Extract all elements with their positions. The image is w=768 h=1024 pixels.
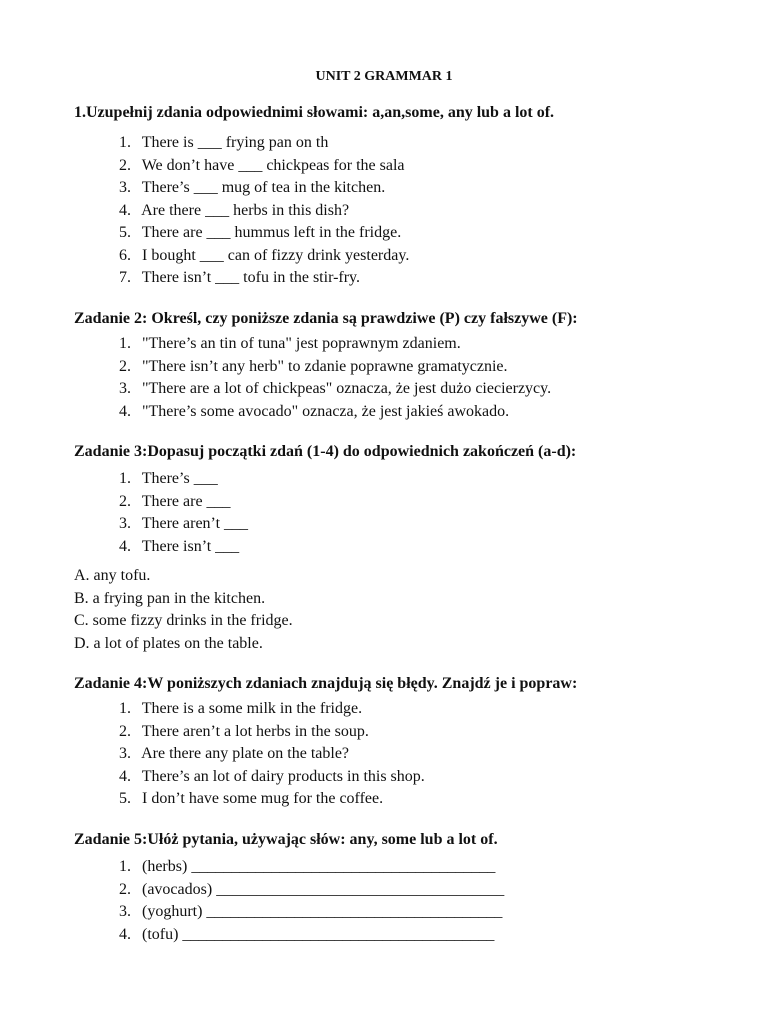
ending-item: B. a frying pan in the kitchen. (74, 589, 266, 607)
page-title: UNIT 2 GRAMMAR 1 (315, 69, 453, 84)
item-number: 2. (119, 722, 131, 740)
item-text: There isn’t ___ tofu in the stir-fry. (141, 269, 361, 286)
list-item (119, 879, 734, 902)
item-text: There are ___ hummus left in the fridge. (141, 224, 402, 241)
exercise-4-list (74, 698, 734, 811)
list-item (119, 743, 734, 766)
item-number: 3. (119, 179, 131, 196)
item-number: 1. (119, 470, 131, 487)
list-item (119, 401, 734, 424)
exercise-1-list (74, 132, 734, 290)
list-item (119, 536, 734, 559)
exercise-2-list (74, 333, 734, 423)
item-text: (tofu) _______________________________________ (142, 925, 495, 943)
list-item (119, 356, 734, 379)
item-number: 3. (119, 745, 131, 762)
item-number: 2. (119, 492, 131, 510)
ending-item: D. a lot of plates on the table. (74, 634, 263, 652)
item-text: I bought ___ can of fizzy drink yesterday. (142, 246, 410, 264)
item-text: There is a some milk in the fridge. (141, 700, 363, 717)
item-number: 4. (119, 925, 131, 943)
item-text: "There isn’t any herb" to zdanie poprawne gramatycznie. (142, 357, 508, 375)
item-number: 1. (119, 335, 131, 352)
list-item (119, 721, 734, 744)
list-item (119, 177, 734, 200)
item-number: 4. (119, 537, 131, 555)
list-item (119, 468, 734, 491)
list-item (119, 222, 734, 245)
item-number: 1. (119, 134, 131, 151)
item-number: 4. (119, 201, 131, 219)
item-number: 4. (119, 767, 131, 785)
list-item (119, 901, 734, 924)
exercise-1-heading: 1.Uzupełnij zdania odpowiednimi słowami: a,an,some, any lub a lot of. (74, 104, 555, 121)
item-text: Are there any plate on the table? (141, 745, 350, 762)
item-number: 5. (119, 224, 131, 241)
list-item (119, 155, 734, 178)
exercise-5-heading: Zadanie 5:Ułóż pytania, używając słów: any, some lub a lot of. (74, 831, 498, 848)
ending-item: C. some fizzy drinks in the fridge. (74, 612, 293, 629)
item-number: 3. (119, 515, 131, 532)
item-text: There’s ___ (141, 470, 218, 487)
item-number: 4. (119, 402, 131, 420)
exercise-3-endings (74, 565, 734, 655)
item-text: "There are a lot of chickpeas" oznacza, że jest dużo ciecierzycy. (142, 380, 552, 397)
exercise-3-heading: Zadanie 3:Dopasuj początki zdań (1-4) do odpowiednich zakończeń (a-d): (74, 443, 577, 460)
item-text: There’s ___ mug of tea in the kitchen. (141, 179, 386, 196)
item-text: (herbs) ______________________________________ (142, 858, 496, 875)
exercise-5-list (74, 856, 734, 946)
item-number: 2. (119, 880, 131, 898)
item-text: (avocados) ____________________________________ (142, 880, 505, 898)
item-number: 2. (119, 357, 131, 375)
item-number: 1. (119, 700, 131, 717)
item-number: 3. (119, 380, 131, 397)
ending-item: A. any tofu. (74, 567, 151, 584)
exercise-5 (74, 829, 734, 946)
list-item (119, 132, 734, 155)
exercise-3 (74, 441, 734, 655)
item-text: There are ___ (141, 492, 231, 510)
item-number: 3. (119, 903, 131, 920)
item-number: 7. (119, 269, 131, 286)
exercise-4 (74, 673, 734, 811)
exercise-1 (74, 102, 734, 290)
item-text: (yoghurt) _____________________________________ (142, 903, 503, 920)
item-number: 5. (119, 790, 131, 807)
list-item (119, 513, 734, 536)
list-item (119, 698, 734, 721)
item-text: There aren’t ___ (141, 515, 249, 532)
item-text: Are there ___ herbs in this dish? (141, 201, 350, 219)
item-number: 6. (119, 246, 131, 264)
list-item (119, 766, 734, 789)
exercise-4-heading: Zadanie 4:W poniższych zdaniach znajdują się błędy. Znajdź je i popraw: (74, 675, 578, 692)
list-item (119, 378, 734, 401)
list-item (119, 788, 734, 811)
item-text: "There’s an tin of tuna" jest poprawnym zdaniem. (142, 335, 461, 352)
exercise-2 (74, 308, 734, 423)
item-text: There’s an lot of dairy products in this shop. (141, 767, 425, 785)
item-text: There isn’t ___ (141, 537, 240, 555)
item-text: "There’s some avocado" oznacza, że jest jakieś awokado. (142, 402, 510, 420)
list-item (119, 200, 734, 223)
item-text: I don’t have some mug for the coffee. (142, 790, 384, 807)
list-item (119, 856, 734, 879)
item-number: 2. (119, 156, 131, 174)
list-item (119, 245, 734, 268)
list-item (119, 333, 734, 356)
item-text: We don’t have ___ chickpeas for the sala (141, 156, 405, 174)
list-item (119, 491, 734, 514)
item-text: There aren’t a lot herbs in the soup. (141, 722, 369, 740)
exercise-2-heading: Zadanie 2: Określ, czy poniższe zdania są prawdziwe (P) czy fałszywe (F): (74, 310, 578, 327)
list-item (119, 924, 734, 947)
item-text: There is ___ frying pan on th (141, 134, 329, 151)
list-item (119, 267, 734, 290)
exercise-3-list (74, 468, 734, 558)
item-number: 1. (119, 858, 131, 875)
